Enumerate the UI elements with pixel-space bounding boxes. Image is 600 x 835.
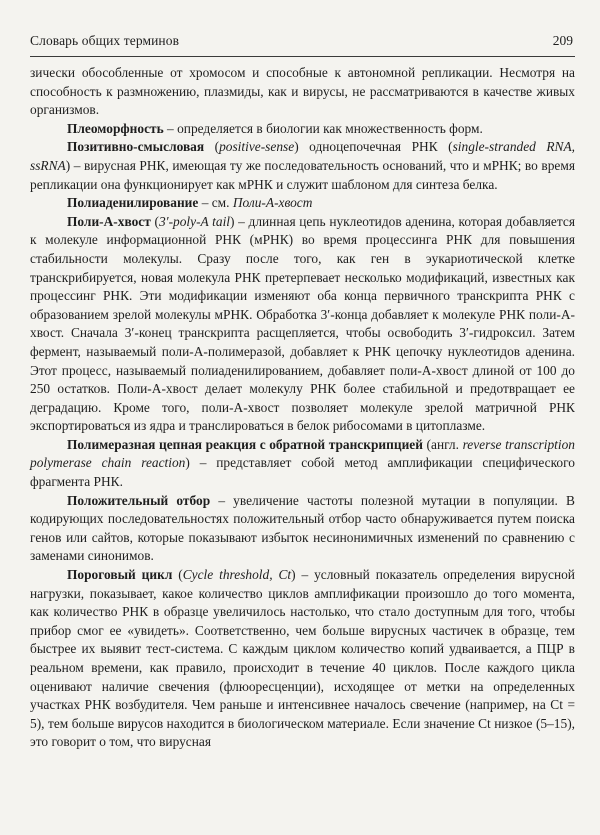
entry-english-term: reverse transcription polymerase chain reaction xyxy=(30,436,576,471)
entry-cycle-threshold xyxy=(30,566,575,752)
entry-definition: – увеличение частоты полезной мутации в популяции. В кодирующих последовательностях положительный отбор часто обнаруживается путем поиска генов или сайтов, которые показывают избыток несинонимичных изменений по сравнению с заменами синонимов. xyxy=(30,492,575,564)
entry-poly-a-tail xyxy=(30,213,575,436)
entry-paren-open: ( xyxy=(172,567,183,583)
entry-term: Пороговый цикл xyxy=(67,567,173,583)
entry-term: Позитивно-смысловая xyxy=(67,139,205,155)
entry-english-term: 3′-poly-A tail xyxy=(158,213,231,229)
entry-polyadenylation xyxy=(30,194,575,213)
entry-positive-selection xyxy=(30,492,575,566)
page-number: 209 xyxy=(552,33,573,48)
entry-definition: ) – вирусная РНК, имеющая ту же последовательность оснований, что и мРНК; во время репликации она функционирует как мРНК и служит шаблоном для синтеза белка. xyxy=(30,157,575,192)
entry-paren-open: ( xyxy=(204,139,220,155)
entry-definition: ) – представляет собой метод амплификации специфического фрагмента РНК. xyxy=(30,455,575,490)
entry-english-term: positive-sense xyxy=(219,139,295,155)
entry-term-continuation: ) одноцепочечная РНК ( xyxy=(294,139,453,155)
book-page xyxy=(30,0,575,835)
entry-english-term: Cycle threshold, Ct xyxy=(182,567,292,583)
entry-pleomorphism xyxy=(30,120,575,139)
entry-positive-sense xyxy=(30,138,575,194)
entry-definition: ) – условный показатель определения вирусной нагрузки, показывает, какое количество циклов амплификации произошло до того момента, как количество РНК в образце увеличилось настолько, что стало доступным для того, чтобы прибор смог ее «увидеть». Соответственно, чем больше вирусных частичек в образце, тем быстрее их выявит тест-система. С каждым циклом количество копий удваивается, а ПЦР в реальном времени, как правило, происходит в течение 40 циклов. После каждого цикла оценивают наличие свечения (флюоресценции), исходящее от метки на определенных участках РНК возбудителя. Чем раньше и интенсивнее началось свечение (например, на Ct = 5), тем больше вирусов находится в биологическом материале. Если значение Ct низкое (5–15), это говорит о том, что вирусная xyxy=(30,567,575,750)
entry-definition: – см. xyxy=(198,195,233,211)
running-title: Словарь общих терминов xyxy=(30,33,180,48)
entry-definition: – определяется в биологии как множественность форм. xyxy=(163,120,483,136)
entry-term: Полимеразная цепная реакция с обратной транскрипцией xyxy=(67,436,423,452)
entry-rt-pcr xyxy=(30,436,575,492)
running-head xyxy=(30,33,575,53)
header-rule xyxy=(30,56,575,57)
entry-paren-open: (англ. xyxy=(422,436,463,452)
entry-cross-reference: Поли-А-хвост xyxy=(232,195,313,211)
entry-term: Полиаденилирование xyxy=(67,195,199,211)
entry-term: Плеоморфность xyxy=(67,120,164,136)
entry-term: Положительный отбор xyxy=(67,492,211,508)
glossary-body xyxy=(30,64,575,752)
entry-definition: ) – длинная цепь нуклеотидов аденина, которая добавляется к молекуле информационной РНК (мРНК) во время процессинга РНК для повышения стабильности молекулы. Сразу после того, как ген в эукариотической клетке транскрибируется, новая молекула РНК претерпевает несколько модификаций, известных как процессинг РНК. Эти модификации изменяют оба конца первичного транскрипта РНК с образованием зрелой молекулы мРНК. Обработка 3′-конца добавляет к молекуле РНК поли-А-хвост. Сначала 3′-конец транскрипта расщепляется, чтобы освободить 3′-гидроксил. Затем фермент, называемый поли-А-полимеразой, добавляет к РНК цепочку нуклеотидов аденина. Этот процесс, называемый полиаденилированием, добавляет поли-А-хвост длиной от 100 до 250 остатков. Поли-А-хвост делает молекулу РНК более стабильной и предотвращает ее деградацию. Кроме того, поли-А-хвост позволяет молекуле зрелой матричной РНК экспортироваться из ядра и транслироваться в белок рибосомами в цитоплазме. xyxy=(30,213,575,434)
entry-term: Поли-А-хвост xyxy=(67,213,151,229)
entry-english-term-2: single-stranded RNA, ssRNA xyxy=(30,139,575,173)
continuation-paragraph: зически обособленные от хромосом и способные к автономной репликации. Несмотря на способность к размножению, плазмиды, как и вирусы, не рассматриваются в качестве живых организмов. xyxy=(30,65,575,118)
entry-paren-open: ( xyxy=(150,213,159,229)
